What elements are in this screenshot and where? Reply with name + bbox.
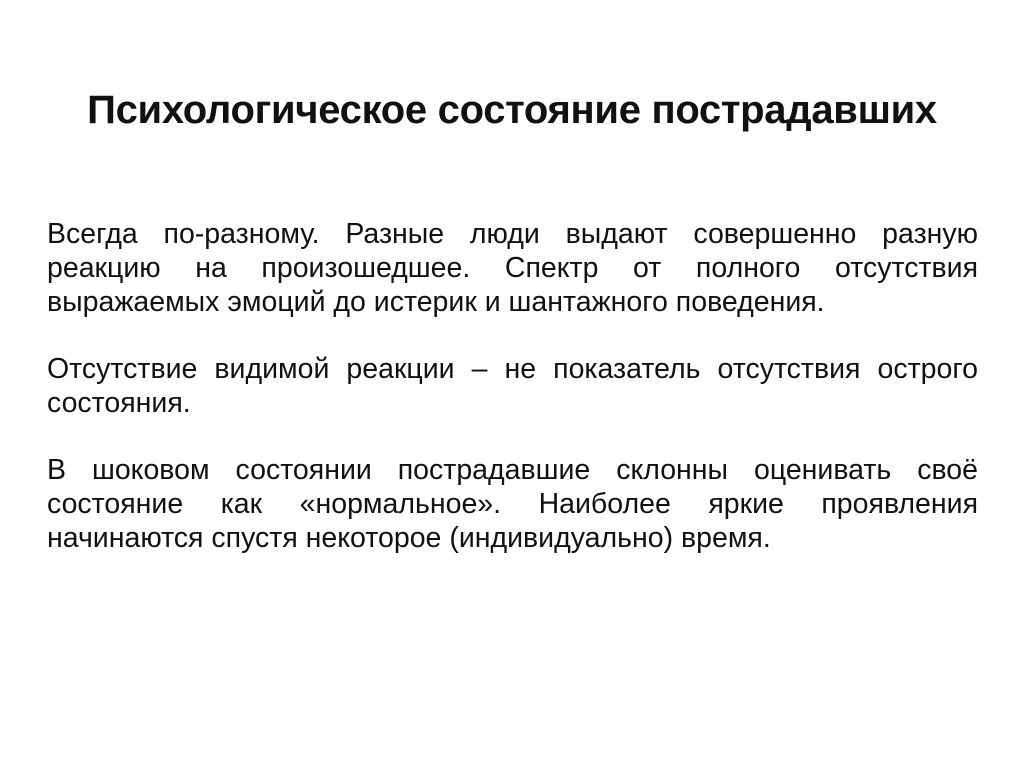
paragraph-reactions: Всегда по-разному. Разные люди выдают совершенно разную реакцию на произошедшее. Спектр от полного отсутствия выражаемых эмоций до истерик и шантажного поведения. [47, 218, 978, 318]
slide-body [47, 217, 978, 555]
paragraph-shock-state: В шоковом состоянии пострадавшие склонны оценивать своё состояние как «нормальное». Наиболее яркие проявления начинаются спустя некоторое (индивидуально) время. [47, 454, 978, 554]
paragraph-no-reaction: Отсутствие видимой реакции – не показатель отсутствия острого состояния. [47, 353, 978, 419]
slide-title: Психологическое состояние пострадавших [87, 88, 937, 132]
